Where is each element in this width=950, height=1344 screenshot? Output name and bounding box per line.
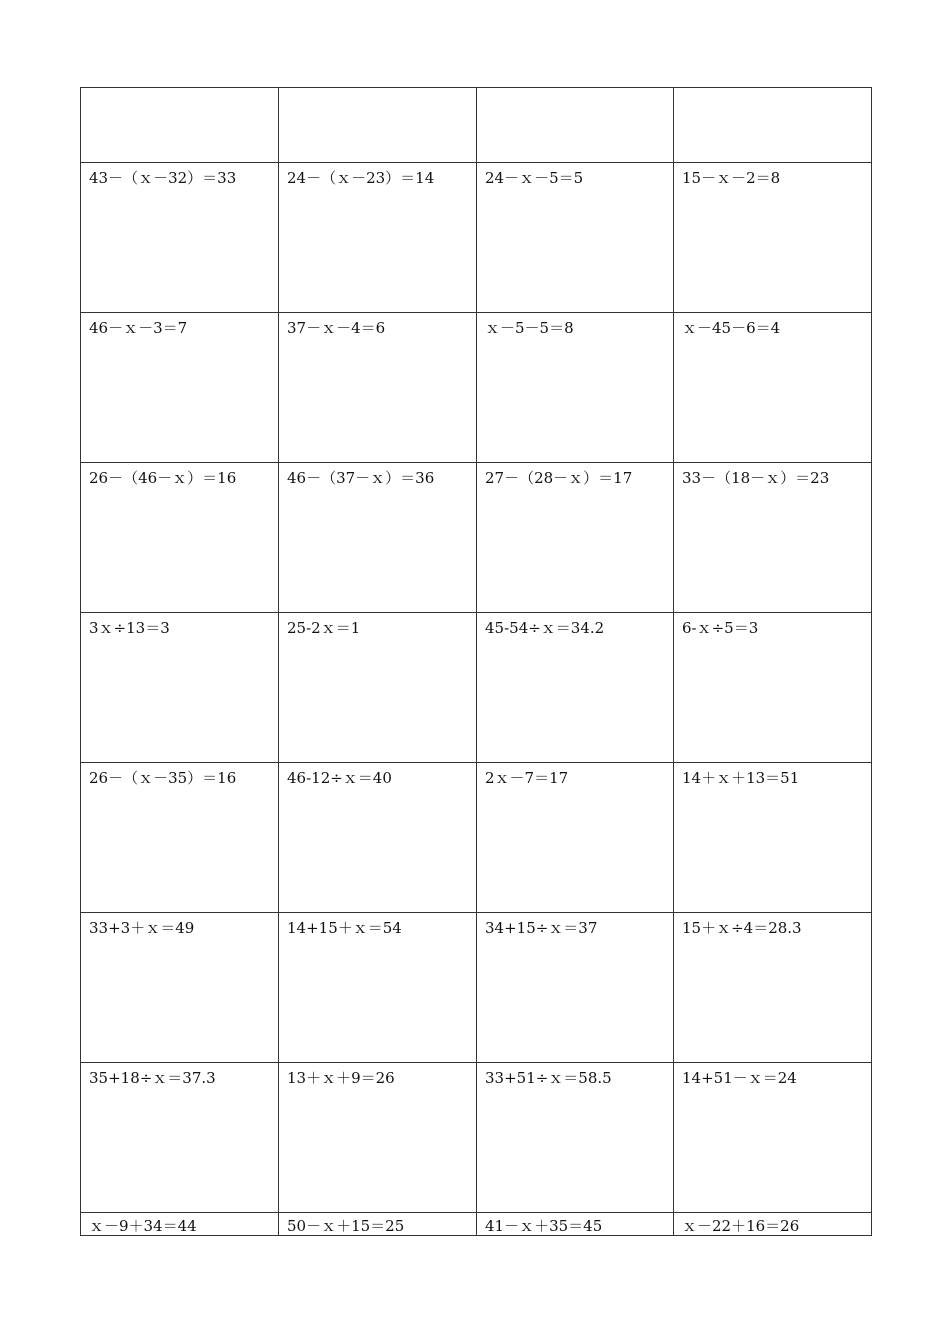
equation-cell: 14＋ｘ＋13＝51 (674, 763, 872, 913)
equation-cell: 45-54÷ｘ＝34.2 (477, 613, 674, 763)
equation-cell: 2ｘ－7＝17 (477, 763, 674, 913)
table-row (81, 1063, 872, 1213)
equation-cell: 15－ｘ－2＝8 (674, 163, 872, 313)
table-header-row (81, 88, 872, 163)
table-row (81, 1213, 872, 1236)
equation-cell: 3ｘ÷13＝3 (81, 613, 279, 763)
table-row (81, 163, 872, 313)
header-cell (477, 88, 674, 163)
header-cell (279, 88, 477, 163)
equation-cell: 24－（ｘ－23）＝14 (279, 163, 477, 313)
equation-cell: 33－（18－ｘ）＝23 (674, 463, 872, 613)
equation-cell: 46－ｘ－3＝7 (81, 313, 279, 463)
header-cell (81, 88, 279, 163)
equation-cell: ｘ－9＋34＝44 (81, 1213, 279, 1236)
equation-cell: 13＋ｘ＋9＝26 (279, 1063, 477, 1213)
equation-cell: 33+3＋ｘ＝49 (81, 913, 279, 1063)
equation-cell: 14+51－ｘ＝24 (674, 1063, 872, 1213)
equation-cell: 50－ｘ＋15＝25 (279, 1213, 477, 1236)
equation-cell: 35+18÷ｘ＝37.3 (81, 1063, 279, 1213)
table-row (81, 763, 872, 913)
equation-cell: ｘ－22＋16＝26 (674, 1213, 872, 1236)
equation-cell: 34+15÷ｘ＝37 (477, 913, 674, 1063)
equation-cell: ｘ－45－6＝4 (674, 313, 872, 463)
equation-cell: 24－ｘ－5＝5 (477, 163, 674, 313)
table-row (81, 463, 872, 613)
equation-cell: 14+15＋ｘ＝54 (279, 913, 477, 1063)
equation-cell: 15＋ｘ÷4＝28.3 (674, 913, 872, 1063)
equation-table (80, 87, 872, 1236)
table-row (81, 313, 872, 463)
equation-cell: 27－（28－ｘ）＝17 (477, 463, 674, 613)
equation-cell: 46－（37－ｘ）＝36 (279, 463, 477, 613)
equation-cell: 43－（ｘ－32）＝33 (81, 163, 279, 313)
worksheet (80, 87, 871, 1239)
table-row (81, 913, 872, 1063)
equation-cell: 25-2ｘ＝1 (279, 613, 477, 763)
equation-cell: 26－（ｘ－35）＝16 (81, 763, 279, 913)
equation-cell: 37－ｘ－4＝6 (279, 313, 477, 463)
equation-cell: 6-ｘ÷5＝3 (674, 613, 872, 763)
equation-cell: 46-12÷ｘ＝40 (279, 763, 477, 913)
equation-cell: 33+51÷ｘ＝58.5 (477, 1063, 674, 1213)
equation-cell: ｘ－5－5＝8 (477, 313, 674, 463)
equation-cell: 41－ｘ＋35＝45 (477, 1213, 674, 1236)
equation-cell: 26－（46－ｘ）＝16 (81, 463, 279, 613)
header-cell (674, 88, 872, 163)
table-row (81, 613, 872, 763)
